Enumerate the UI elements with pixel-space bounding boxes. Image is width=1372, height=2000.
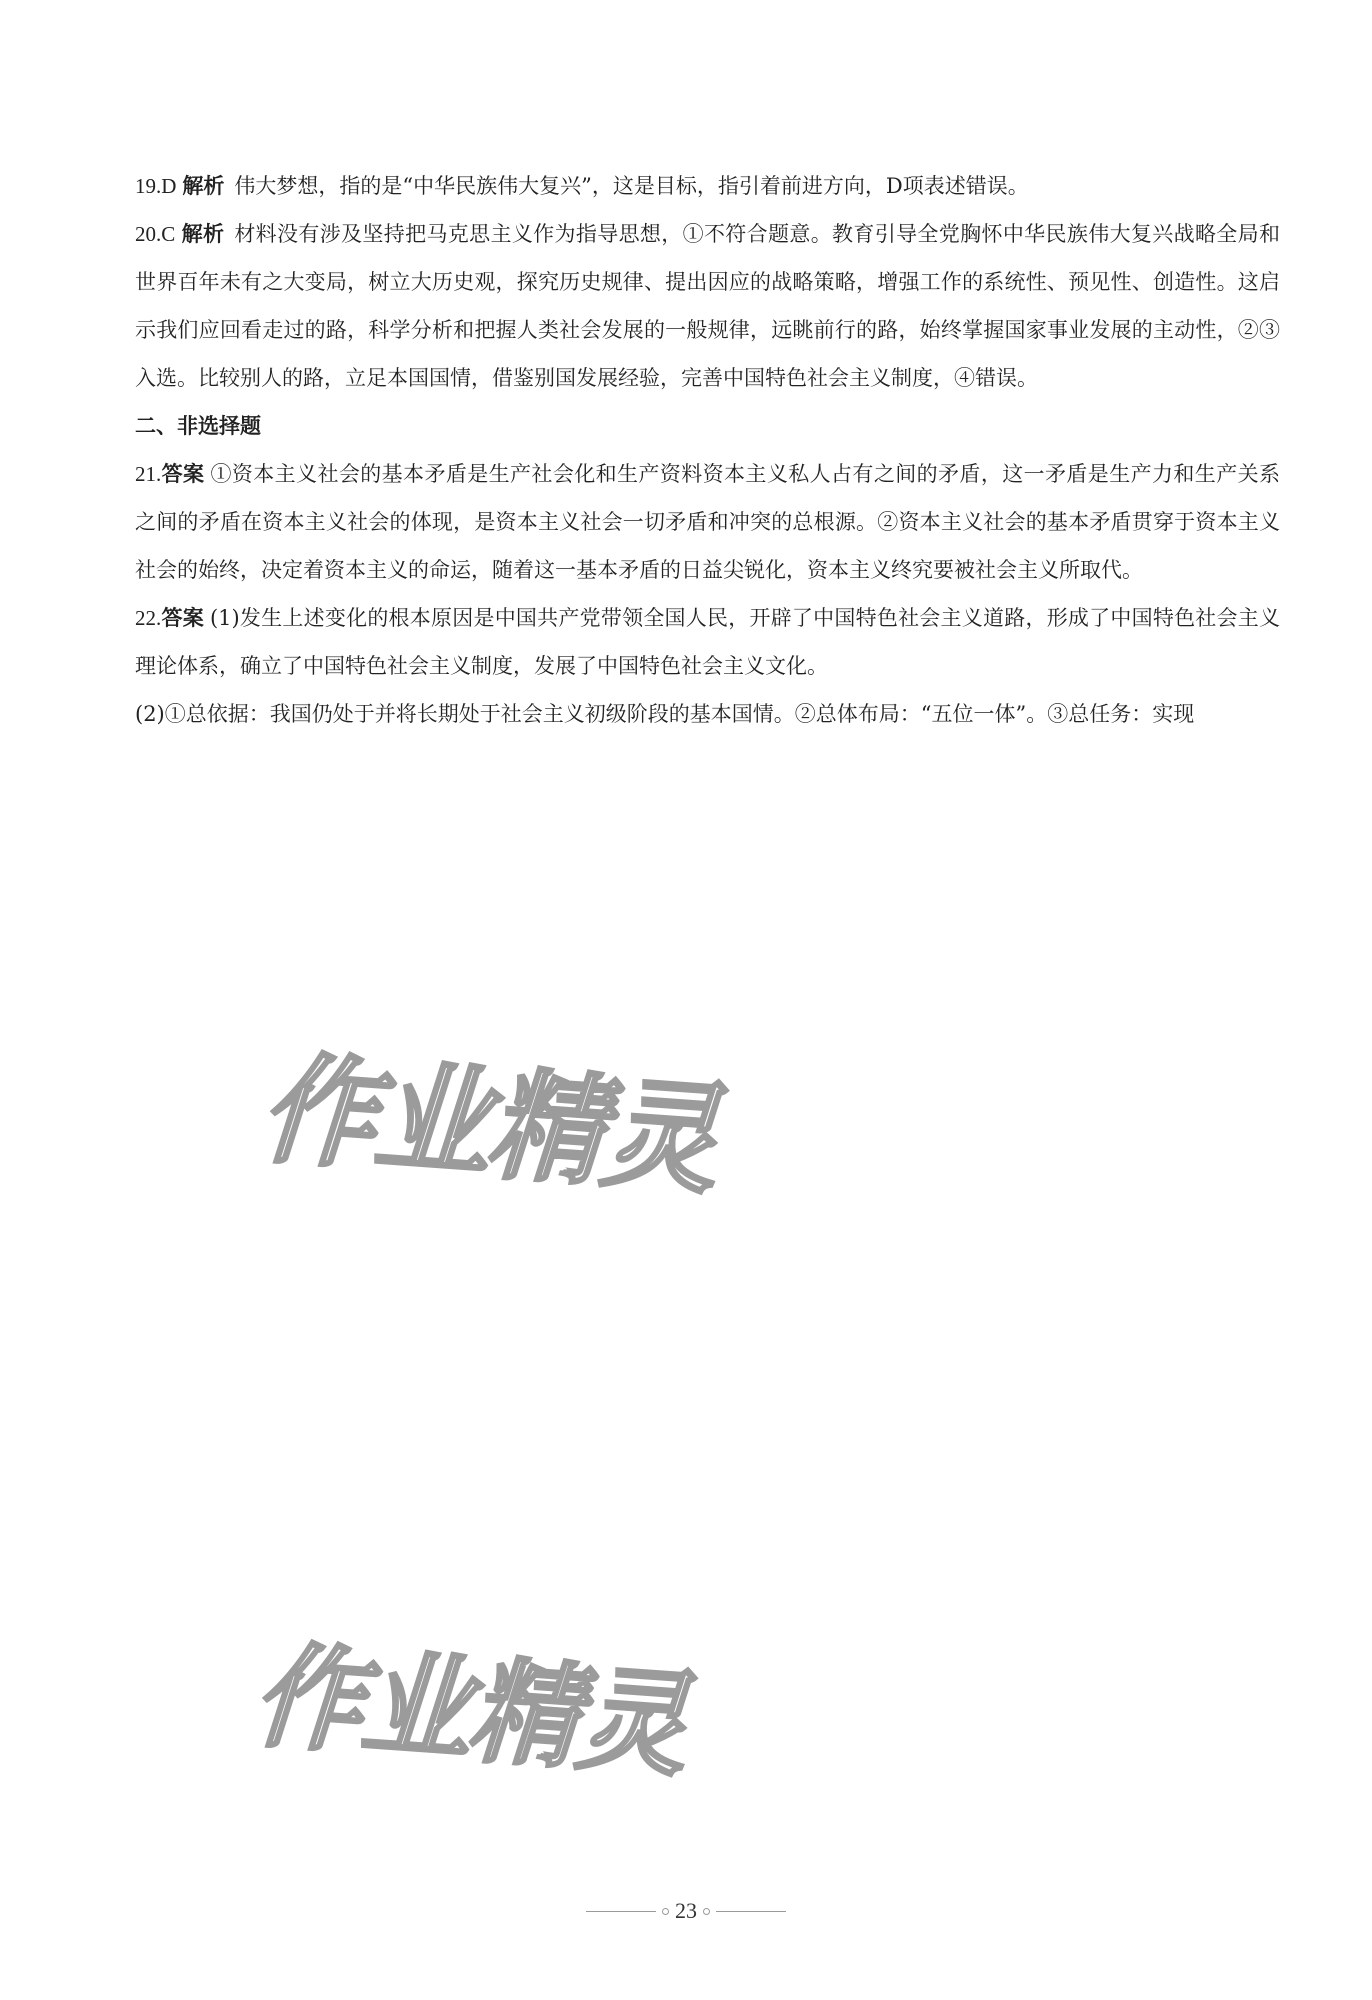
footer-divider-left (586, 1911, 656, 1912)
question-number: 20.C (135, 222, 176, 246)
section-heading: 二、非选择题 (135, 414, 261, 438)
question-number: 21. (135, 462, 162, 486)
question-21-answer (135, 450, 1280, 594)
watermark-logo-upper: 作业精灵 (249, 1039, 749, 1210)
watermark-logo-lower: 作业精灵 (242, 1631, 716, 1793)
answer-text: ①资本主义社会的基本矛盾是生产社会化和生产资料资本主义私人占有之间的矛盾，这一矛盾是生产力和生产关系之间的矛盾在资本主义社会的体现，是资本主义社会一切矛盾和冲突的总根源。②资本主义社会的基本矛盾贯穿于资本主义社会的始终，决定着资本主义的命运，随着这一基本矛盾的日益尖锐化，资本主义终究要被社会主义所取代。 (135, 462, 1281, 582)
document-body (135, 162, 1280, 738)
analysis-text: 伟大梦想，指的是“中华民族伟大复兴”，这是目标，指引着前进方向，D项表述错误。 (234, 174, 1029, 198)
question-number: 19.D (135, 174, 177, 198)
answer-tag: 答案 (161, 462, 205, 486)
page-number: 23 (675, 1898, 697, 1923)
answer-text: (1)发生上述变化的根本原因是中国共产党带领全国人民，开辟了中国特色社会主义道路，形成了中国特色社会主义理论体系，确立了中国特色社会主义制度，发展了中国特色社会主义文化。 (135, 606, 1281, 678)
question-number: 22. (135, 606, 162, 630)
footer-dot-right (703, 1908, 710, 1915)
footer-divider-right (716, 1911, 786, 1912)
footer-dot-left (662, 1908, 669, 1915)
question-22-answer (135, 594, 1280, 690)
question-20-analysis (135, 210, 1280, 402)
page-footer (0, 1898, 1372, 1924)
question-19-analysis (135, 162, 1280, 210)
analysis-tag: 解析 (181, 222, 225, 246)
analysis-tag: 解析 (182, 174, 225, 198)
answer-tag: 答案 (161, 606, 204, 630)
analysis-text: 材料没有涉及坚持把马克思主义作为指导思想，①不符合题意。教育引导全党胸怀中华民族伟大复兴战略全局和世界百年未有之大变局，树立大历史观，探究历史规律、提出因应的战略策略，增强工作的系统性、预见性、创造性。这启示我们应回看走过的路，科学分析和把握人类社会发展的一般规律，远眺前行的路，始终掌握国家事业发展的主动性，②③入选。比较别人的路，立足本国国情，借鉴别国发展经验，完善中国特色社会主义制度，④错误。 (135, 222, 1280, 390)
question-22-answer-part-2: (2)①总依据：我国仍处于并将长期处于社会主义初级阶段的基本国情。②总体布局：“五位一体”。③总任务：实现 (135, 702, 1195, 726)
